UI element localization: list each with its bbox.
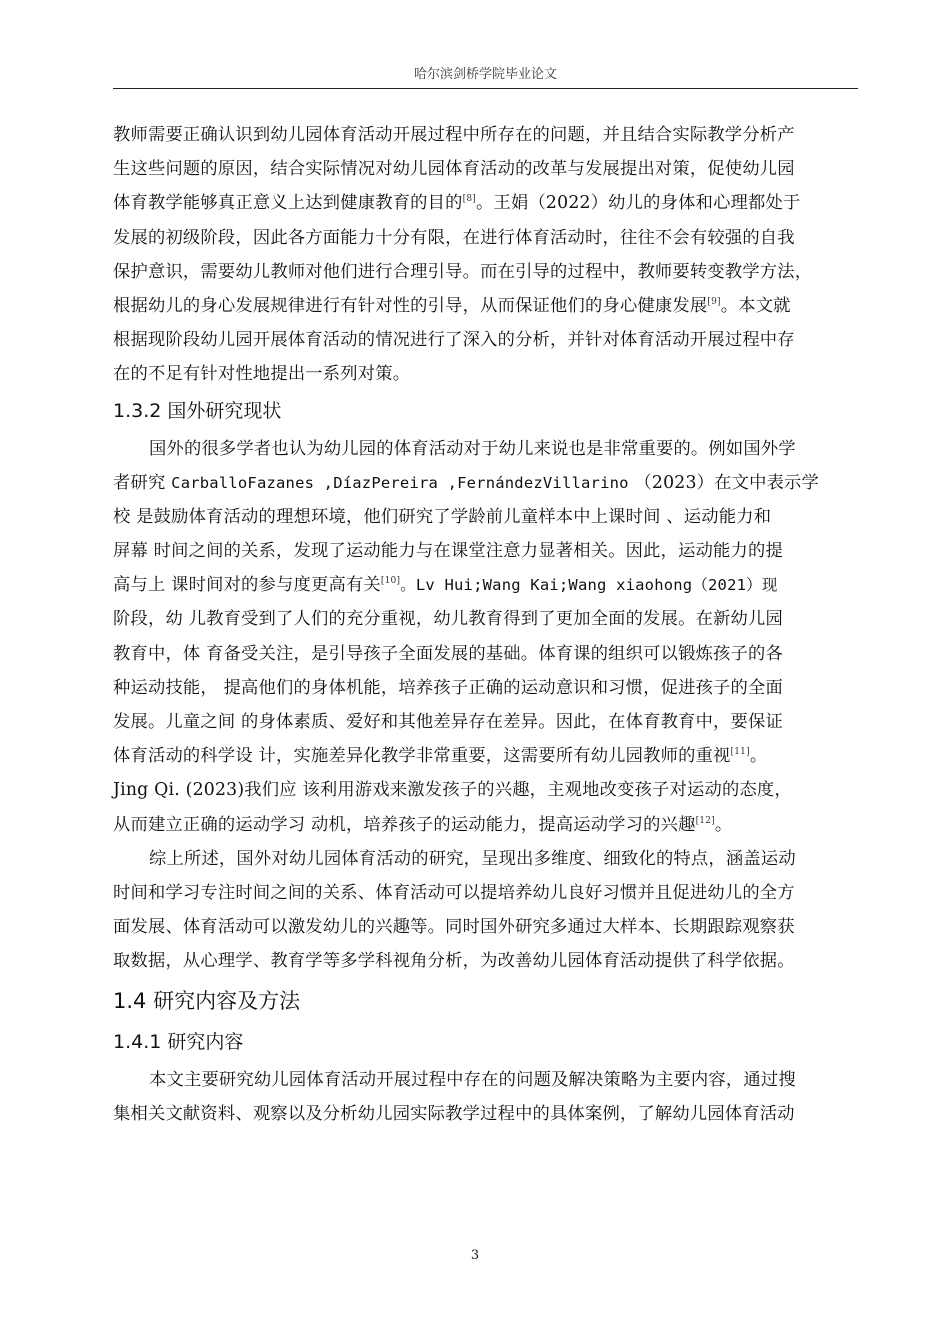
text-line: 时间和学习专注时间之间的关系、体育活动可以提培养幼儿良好习惯并且促进幼儿的全方 (113, 882, 795, 903)
text-line (113, 466, 861, 500)
text-line: 发展。儿童之间 的身体素质、爱好和其他差异存在差异。因此，在体育教育中，要保证 (113, 712, 783, 732)
text-span: 。 (714, 814, 733, 835)
text-span: 根据幼儿的身心发展规律进行有针对性的引导，从而保证他们的身心健康发展 (113, 295, 708, 316)
text-line: 发展的初级阶段，因此各方面能力十分有限，在进行体育活动时，往往不会有较强的自我 (113, 227, 795, 248)
citation-ref[interactable]: [10] (380, 576, 401, 587)
text-line (113, 808, 861, 842)
text-span: 体育活动的科学设 计，实施差异化教学非常重要，这需要所有幼儿园教师的重视 (113, 746, 731, 767)
text-line: 阶段，幼 儿教育受到了人们的充分重视，幼儿教育得到了更加全面的发展。在新幼儿园 (113, 609, 783, 630)
text-span: 者研究 (113, 472, 166, 493)
text-span: （2023）在文中表示学 (634, 472, 820, 493)
header-title: 哈尔滨剑桥学院毕业论文 (413, 67, 557, 82)
page-header (113, 64, 858, 89)
text-line: 在的不足有针对性地提出一系列对策。 (113, 364, 411, 385)
text-span: 体育教学能够真正意义上达到健康教育的目的 (113, 193, 463, 214)
author-names: CarballoFazanes ,DíazPereira ,FernándezVillarino (171, 473, 629, 492)
text-span: 从而建立正确的运动学习 动机，培养孩子的运动能力，提高运动学习的兴趣 (113, 814, 696, 835)
text-line: 综上所述，国外对幼儿园体育活动的研究，呈现出多维度、细致化的特点，涵盖运动 (149, 848, 796, 869)
paragraph-summary (113, 842, 861, 979)
text-span: 。Lv Hui;Wang Kai;Wang xiaohong（2021）现 (400, 576, 778, 595)
text-line: 校 是鼓励体育活动的理想环境，他们研究了学龄前儿童样本中上课时间 、运动能力和 (113, 506, 772, 527)
text-line (113, 568, 861, 602)
citation-ref[interactable]: [9] (707, 297, 721, 308)
text-line: 国外的很多学者也认为幼儿园的体育活动对于幼儿来说也是非常重要的。例如国外学 (149, 438, 796, 459)
text-line: 教育中，体 育备受关注，是引导孩子全面发展的基础。体育课的组织可以锻炼孩子的各 (113, 643, 783, 664)
text-line: 教师需要正确认识到幼儿园体育活动开展过程中所存在的问题，并且结合实际教学分析产 (113, 125, 795, 145)
citation-ref[interactable]: [11] (730, 747, 750, 758)
citation-ref[interactable]: [8] (462, 194, 476, 205)
section-heading-1-3-2: 1.3.2 国外研究现状 (113, 399, 282, 422)
page-content (113, 118, 861, 1131)
text-span: 高与上 课时间对的参与度更高有关 (113, 575, 381, 596)
text-line: 取数据，从心理学、教育学等多学科视角分析，为改善幼儿园体育活动提供了科学依据。 (113, 951, 795, 972)
text-line (113, 289, 861, 323)
text-line: 本文主要研究幼儿园体育活动开展过程中存在的问题及解决策略为主要内容，通过搜 (149, 1069, 796, 1090)
text-span: 。王娟（2022）幼儿的身体和心理都处于 (476, 193, 801, 214)
page-number: 3 (470, 1248, 480, 1263)
text-line: 根据现阶段幼儿园开展体育活动的情况进行了深入的分析，并针对体育活动开展过程中存 (113, 330, 795, 351)
citation-ref[interactable]: [12] (695, 815, 715, 826)
text-span: 。本文就 (720, 295, 791, 316)
text-line: 生这些问题的原因，结合实际情况对幼儿园体育活动的改革与发展提出对策，促使幼儿园 (113, 159, 795, 180)
text-line (113, 739, 861, 773)
paragraph-foreign-research (113, 432, 861, 842)
text-line: 屏幕 时间之间的关系，发现了运动能力与在课堂注意力显著相关。因此，运动能力的提 (113, 541, 783, 562)
text-line: 集相关文献资料、观察以及分析幼儿园实际教学过程中的具体案例，了解幼儿园体育活动 (113, 1103, 795, 1124)
text-line: 保护意识，需要幼儿教师对他们进行合理引导。而在引导的过程中，教师要转变教学方法， (113, 261, 813, 282)
section-heading-1-4-1: 1.4.1 研究内容 (113, 1030, 244, 1053)
text-line: Jing Qi. (2023)我们应 该利用游戏来激发孩子的兴趣，主观地改变孩子对运动的态度， (113, 780, 792, 801)
text-line: 种运动技能， 提高他们的身体机能，培养孩子正确的运动意识和习惯，促进孩子的全面 (113, 677, 783, 698)
text-line: 面发展、体育活动可以激发幼儿的兴趣等。同时国外研究多通过大样本、长期跟踪观察获 (113, 917, 795, 938)
text-span: 。 (749, 746, 768, 767)
paragraph-research-content (113, 1063, 861, 1131)
paragraph-domestic-research (113, 118, 861, 392)
section-heading-1-4: 1.4 研究内容及方法 (113, 988, 301, 1013)
text-line (113, 186, 861, 220)
